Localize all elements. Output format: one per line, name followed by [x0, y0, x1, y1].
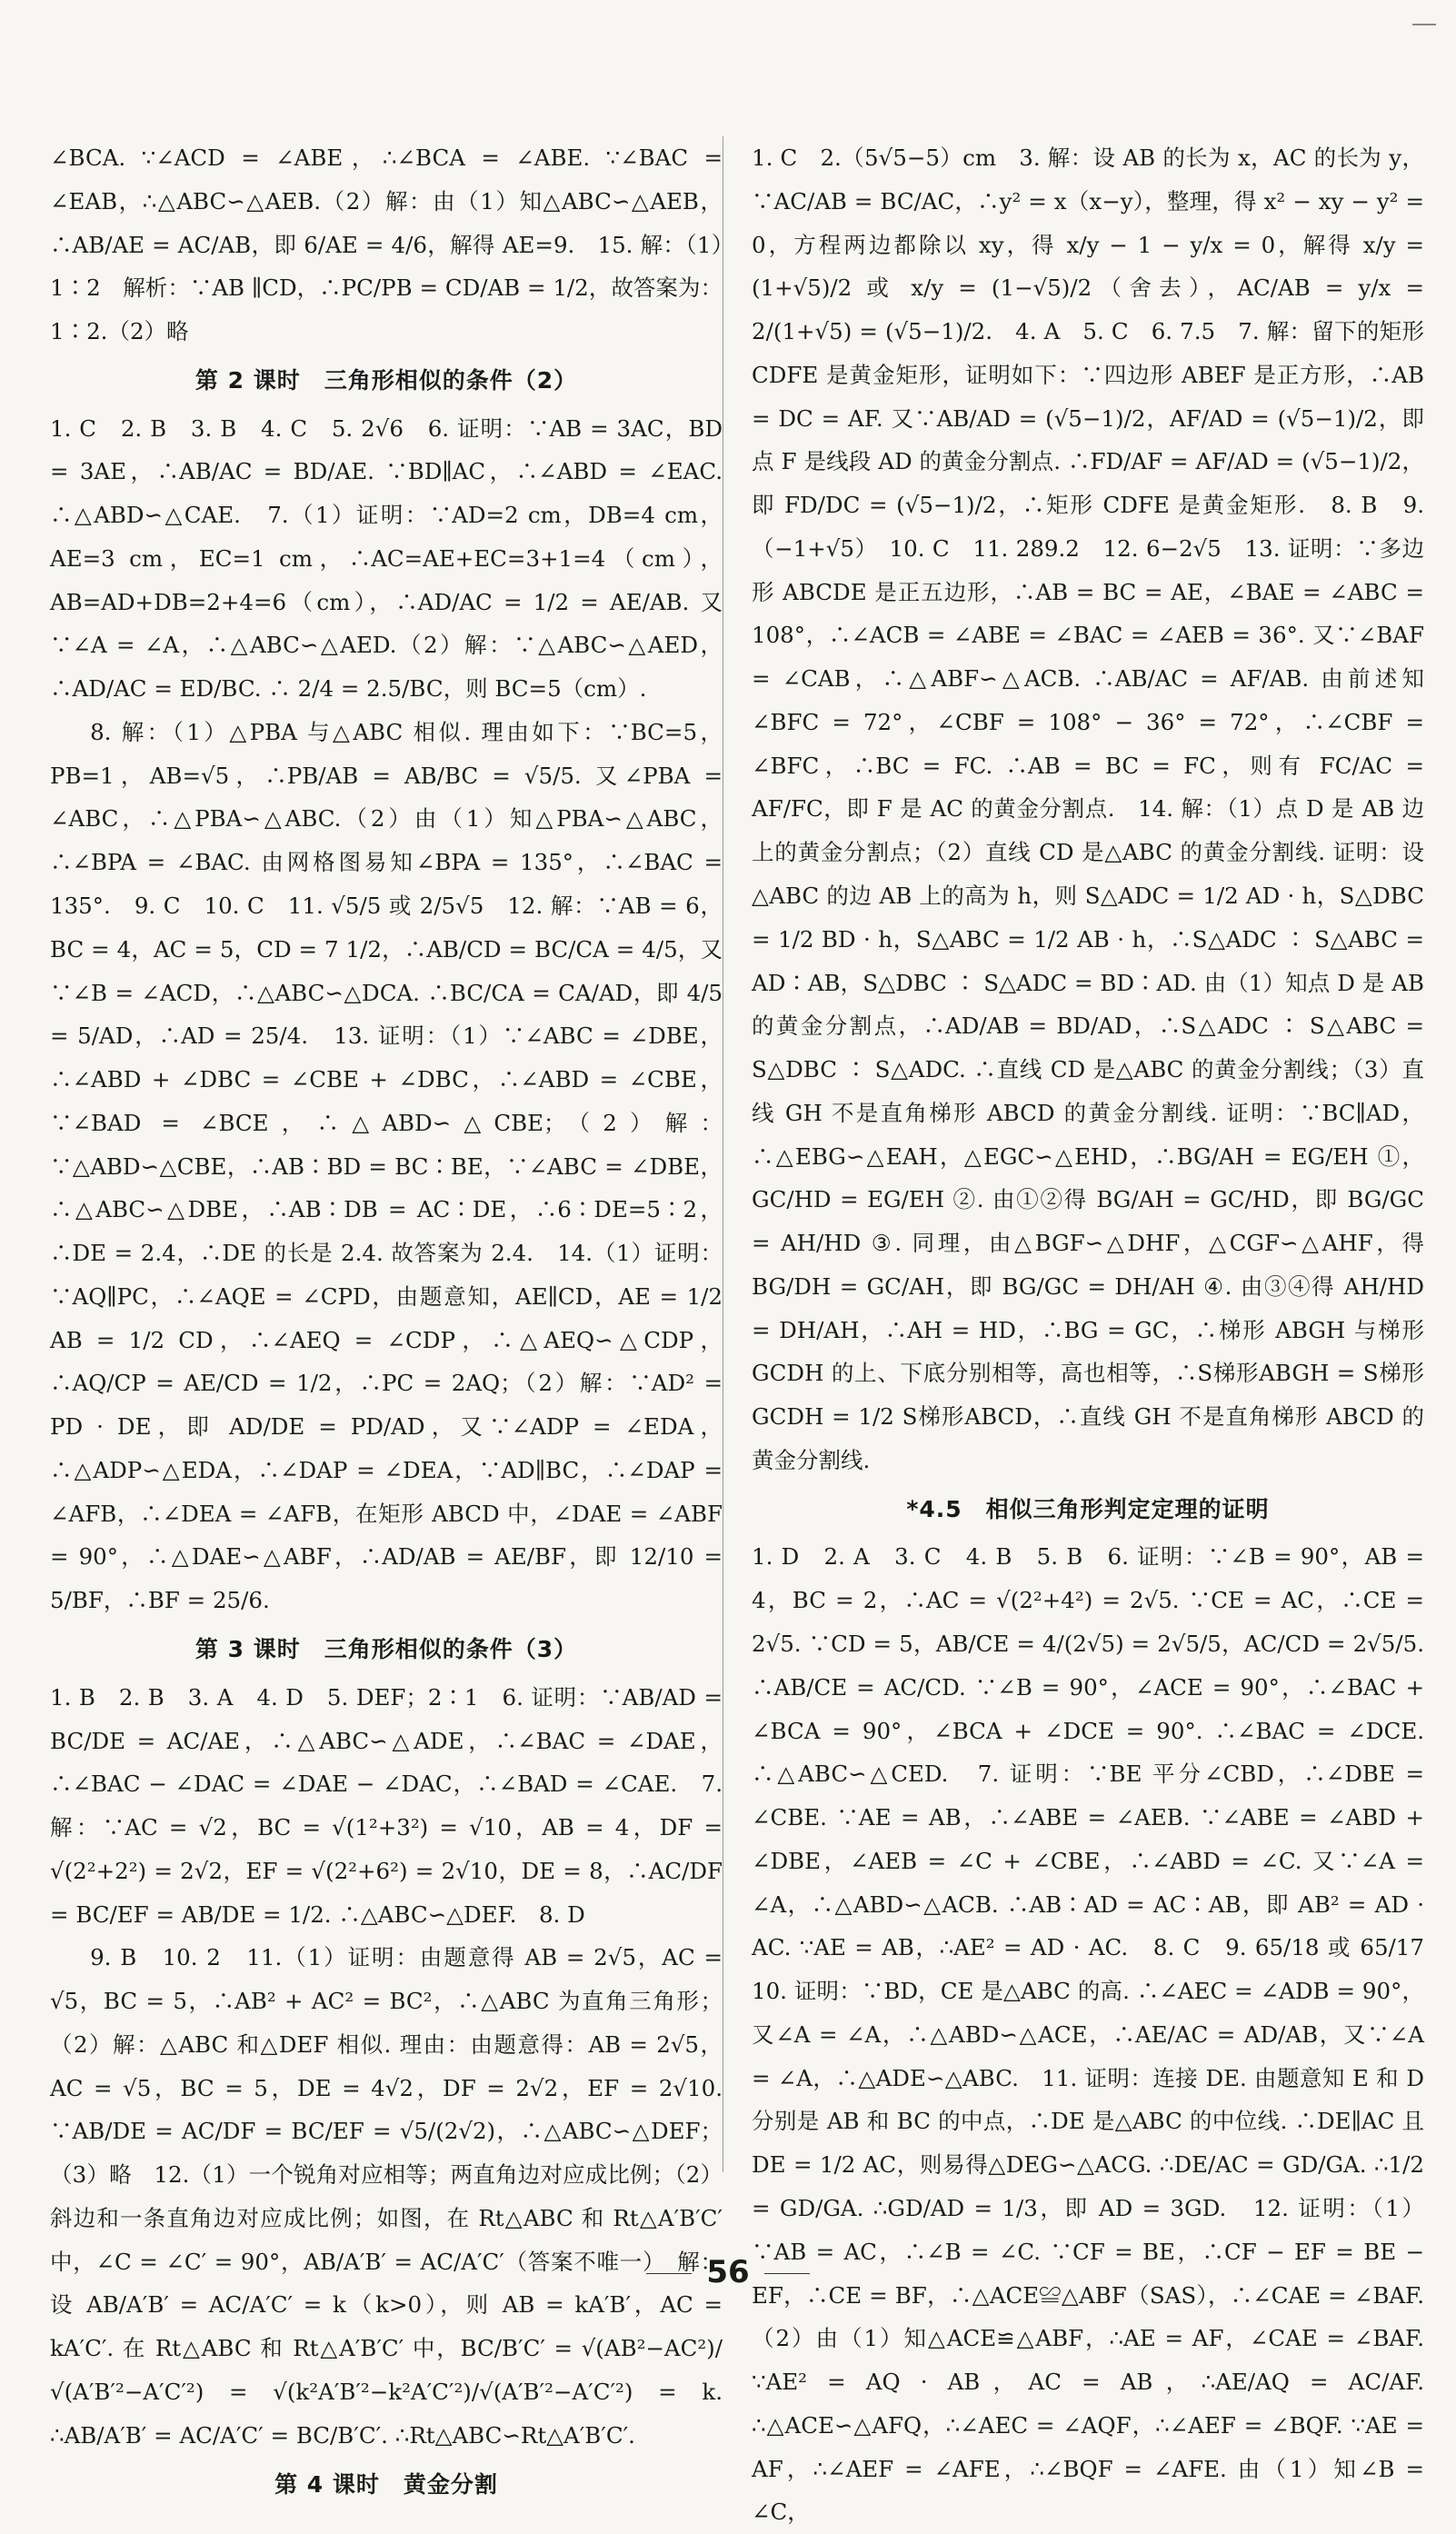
answer-paragraph: 8. 解：（1）△PBA 与△ABC 相似. 理由如下：∵BC=5，PB=1，AB=√5，∴PB/AB = AB/BC = √5/5. 又∠PBA = ∠ABC，∴△PBA∽△ABC.（2）由（1）知△PBA∽△ABC，∴∠BPA = ∠BAC. 由网格图易知∠BPA = 135°，∴∠BAC = 135°. 9. C 10. C 11. √5/5 或 2/5√5 12. 解：∵AB = 6，BC = 4，AC = 5，CD = 7 1/2，∴AB/CD = BC/CA = 4/5，又∵∠B = ∠ACD，∴△ABC∽△DCA. ∴BC/CA = CA/AD，即 4/5 = 5/AD，∴AD = 25/4. 13. 证明：（1）∵∠ABC = ∠DBE，∴∠ABD + ∠DBC = ∠CBE + ∠DBC，∴∠ABD = ∠CBE，∵∠BAD = ∠BCE，∴△ABD∽△CBE；（2）解：∵△ABD∽△CBE，∴AB∶BD = BC∶BE，∵∠ABC = ∠DBE，∴△ABC∽△DBE，∴AB∶DB = AC∶DE，∴6∶DE=5∶2，∴DE = 2.4，∴DE 的长是 2.4. 故答案为 2.4. 14.（1）证明：∵AQ∥PC，∴∠AQE = ∠CPD，由题意知，AE∥CD，AE = 1/2 AB = 1/2 CD，∴∠AEQ = ∠CDP，∴△AEQ∽△CDP，∴AQ/CP = AE/CD = 1/2，∴PC = 2AQ；（2）解：∵AD² = PD · DE，即 AD/DE = PD/AD，又∵∠ADP = ∠EDA，∴△ADP∽△EDA，∴∠DAP = ∠DEA，∵AD∥BC，∴∠DAP = ∠AFB，∴∠DEA = ∠AFB，在矩形 ABCD 中，∠DAE = ∠ABF = 90°，∴△DAE∽△ABF，∴AD/AB = AE/BF，即 12/10 = 5/BF，∴BF = 25/6. [50, 718, 723, 1614]
answer-paragraph: 1. D 2. A 3. C 4. B 5. B 6. 证明：∵∠B = 90°，AB = 4，BC = 2，∴AC = √(2²+4²) = 2√5. ∵CE = AC，∴CE = 2√5. ∵CD = 5，AB/CE = 4/(2√5) = 2√5/5，AC/CD = 2√5/5. ∴AB/CE = AC/CD. ∵∠B = 90°，∠ACE = 90°，∴∠BAC + ∠BCA = 90°，∠BCA + ∠DCE = 90°. ∴∠BAC = ∠DCE. ∴△ABC∽△CED. 7. 证明：∵BE 平分∠CBD，∴∠DBE = ∠CBE. ∵AE = AB，∴∠ABE = ∠AEB. ∵∠ABE = ∠ABD + ∠DBE，∠AEB = ∠C + ∠CBE，∴∠ABD = ∠C. 又∵∠A = ∠A，∴△ABD∽△ACB. ∴AB∶AD = AC∶AB，即 AB² = AD · AC. ∵AE = AB，∴AE² = AD · AC. 8. C 9. 65/18 或 65/17 10. 证明：∵BD，CE 是△ABC 的高. ∴∠AEC = ∠ADB = 90°，又∠A = ∠A，∴△ABD∽△ACE，∴AE/AC = AD/AB，又∵∠A = ∠A，∴△ADE∽△ABC. 11. 证明：连接 DE. 由题意知 E 和 D 分别是 AB 和 BC 的中点，∴DE 是△ABC 的中位线. ∴DE∥AC 且 DE = 1/2 AC，则易得△DEG∽△ACG. ∴DE/AC = GD/GA. ∴1/2 = GD/GA. ∴GD/AD = 1/3，即 AD = 3GD. 12. 证明：（1）∵AB = AC，∴∠B = ∠C. ∵CF = BE，∴CF − EF = BE − EF，∴CE = BF，∴△ACE≌△ABF（SAS），∴∠CAE = ∠BAF.（2）由（1）知△ACE≌△ABF，∴AE = AF，∠CAE = ∠BAF. ∵AE² = AQ · AB，AC = AB，∴AE/AQ = AC/AF. ∴△ACE∽△AFQ，∴∠AEC = ∠AQF，∴∠AEF = ∠BQF. ∵AE = AF，∴∠AEF = ∠AFE，∴∠BQF = ∠AFE. 由（1）知∠B = ∠C， [752, 1543, 1447, 2526]
section-heading: 第 3 课时 三角形相似的条件（3） [194, 1636, 578, 1663]
right-column [752, 136, 1447, 2534]
answer-paragraph: 1. C 2.（5√5−5）cm 3. 解：设 AB 的长为 x，AC 的长为 y，∵AC/AB = BC/AC，∴y² = x（x−y），整理，得 x² − xy − y² = 0，方程两边都除以 xy，得 x/y − 1 − y/x = 0，解得 x/y = (1+√5)/2 或 x/y = (1−√5)/2（舍去），AC/AB = y/x = 2/(1+√5) = (√5−1)/2. 4. A 5. C 6. 7.5 7. 解：留下的矩形 CDFE 是黄金矩形，证明如下：∵四边形 ABEF 是正方形，∴AB = DC = AF. 又∵AB/AD = (√5−1)/2，AF/AD = (√5−1)/2，即点 F 是线段 AD 的黄金分割点. ∴FD/AF = AF/AD = (√5−1)/2，即 FD/DC = (√5−1)/2，∴矩形 CDFE 是黄金矩形. 8. B 9.（−1+√5） 10. C 11. 289.2 12. 6−2√5 13. 证明：∵多边形 ABCDE 是正五边形，∴AB = BC = AE，∠BAE = ∠ABC = 108°，∴∠ACB = ∠ABE = ∠BAC = ∠AEB = 36°. 又∵∠BAF = ∠CAB，∴△ABF∽△ACB. ∴AB/AC = AF/AB. 由前述知∠BFC = 72°，∠CBF = 108° − 36° = 72°，∴∠CBF = ∠BFC，∴BC = FC. ∴AB = BC = FC，则有 FC/AC = AF/FC，即 F 是 AC 的黄金分割点. 14. 解：（1）点 D 是 AB 边上的黄金分割点；（2）直线 CD 是△ABC 的黄金分割线. 证明：设△ABC 的边 AB 上的高为 h，则 S△ADC = 1/2 AD · h，S△DBC = 1/2 BD · h，S△ABC = 1/2 AB · h，∴S△ADC ∶ S△ABC = AD∶AB，S△DBC ∶ S△ADC = BD∶AD. 由（1）知点 D 是 AB 的黄金分割点，∴AD/AB = BD/AD，∴S△ADC ∶ S△ABC = S△DBC ∶ S△ADC. ∴直线 CD 是△ABC 的黄金分割线；（3）直线 GH 不是直角梯形 ABCD 的黄金分割线. 证明：∵BC∥AD，∴△EBG∽△EAH，△EGC∽△EHD，∴BG/AH = EG/EH ①，GC/HD = EG/EH ②. 由①②得 BG/AH = GC/HD，即 BG/GC = AH/HD ③. 同理，由△BGF∽△DHF，△CGF∽△AHF，得 BG/DH = GC/AH，即 BG/GC = DH/AH ④. 由③④得 AH/HD = DH/AH，∴AH = HD，∴BG = GC，∴梯形 ABGH 与梯形 GCDH 的上、下底分别相等，高也相等，∴S梯形ABGH = S梯形GCDH = 1/2 S梯形ABCD，∴直线 GH 不是直角梯形 ABCD 的黄金分割线. [752, 145, 1424, 1473]
answer-paragraph: 9. B 10. 2 11.（1）证明：由题意得 AB = 2√5，AC = √5，BC = 5，∴AB² + AC² = BC²，∴△ABC 为直角三角形；（2）解：△ABC 和△DEF 相似. 理由：由题意得：AB = 2√5，AC = √5，BC = 5，DE = 4√2，DF = 2√2，EF = 2√10. ∵AB/DE = AC/DF = BC/EF = √5/(2√2)，∴△ABC∽△DEF；（3）略 12.（1）一个锐角对应相等；两直角边对应成比例；（2）斜边和一条直角边对应成比例；如图，在 Rt△ABC 和 Rt△A′B′C′ 中，∠C = ∠C′ = 90°，AB/A′B′ = AC/A′C′（答案不唯一） 解：设 AB/A′B′ = AC/A′C′ = k（k>0），则 AB = kA′B′，AC = kA′C′. 在 Rt△ABC 和 Rt△A′B′C′ 中，BC/B′C′ = √(AB²−AC²)/√(A′B′²−A′C′²) = √(k²A′B′²−k²A′C′²)/√(A′B′²−A′C′²) = k. ∴AB/A′B′ = AC/A′C′ = BC/B′C′. ∴Rt△ABC∽Rt△A′B′C′. [50, 1944, 723, 2449]
section-heading: 第 4 课时 黄金分割 [274, 2470, 498, 2498]
dash-left [646, 2273, 692, 2274]
page-number-text: 56 [706, 2254, 750, 2290]
section-heading: 第 2 课时 三角形相似的条件（2） [194, 366, 578, 394]
left-column [50, 136, 723, 2510]
answer-paragraph: 1. C 2. B 3. B 4. C 5. 2√6 6. 证明：∵AB = 3AC，BD = 3AE，∴AB/AC = BD/AE. ∵BD∥AC，∴∠ABD = ∠EAC. ∴△ABD∽△CAE. 7.（1）证明：∵AD=2 cm，DB=4 cm，AE=3 cm，EC=1 cm，∴AC=AE+EC=3+1=4（cm），AB=AD+DB=2+4=6（cm），∴AD/AC = 1/2 = AE/AB. 又∵∠A = ∠A，∴△ABC∽△AED.（2）解：∵△ABC∽△AED，∴AD/AC = ED/BC. ∴ 2/4 = 2.5/BC，则 BC=5（cm）. [50, 414, 723, 703]
dash-right [764, 2273, 810, 2274]
answer-paragraph: 1. B 2. B 3. A 4. D 5. DEF；2∶1 6. 证明：∵AB/AD = BC/DE = AC/AE，∴△ABC∽△ADE，∴∠BAC = ∠DAE，∴∠BAC − ∠DAC = ∠DAE − ∠DAC，∴∠BAD = ∠CAE. 7. 解：∵AC = √2，BC = √(1²+3²) = √10，AB = 4，DF = √(2²+2²) = 2√2，EF = √(2²+6²) = 2√10，DE = 8，∴AC/DF = BC/EF = AB/DE = 1/2. ∴△ABC∽△DEF. 8. D [50, 1683, 723, 1928]
page-number [0, 2254, 1456, 2290]
corner-mark [1412, 24, 1436, 25]
answer-paragraph: ∠BCA. ∵∠ACD = ∠ABE，∴∠BCA = ∠ABE. ∵∠BAC = ∠EAB，∴△ABC∽△AEB.（2）解：由（1）知△ABC∽△AEB，∴AB/AE = AC/AB，即 6/AE = 4/6，解得 AE=9. 15. 解：（1）1∶2 解析：∵AB ∥CD，∴PC/PB = CD/AB = 1/2，故答案为：1∶2.（2）略 [50, 145, 723, 345]
section-heading: *4.5 相似三角形判定定理的证明 [906, 1495, 1270, 1522]
